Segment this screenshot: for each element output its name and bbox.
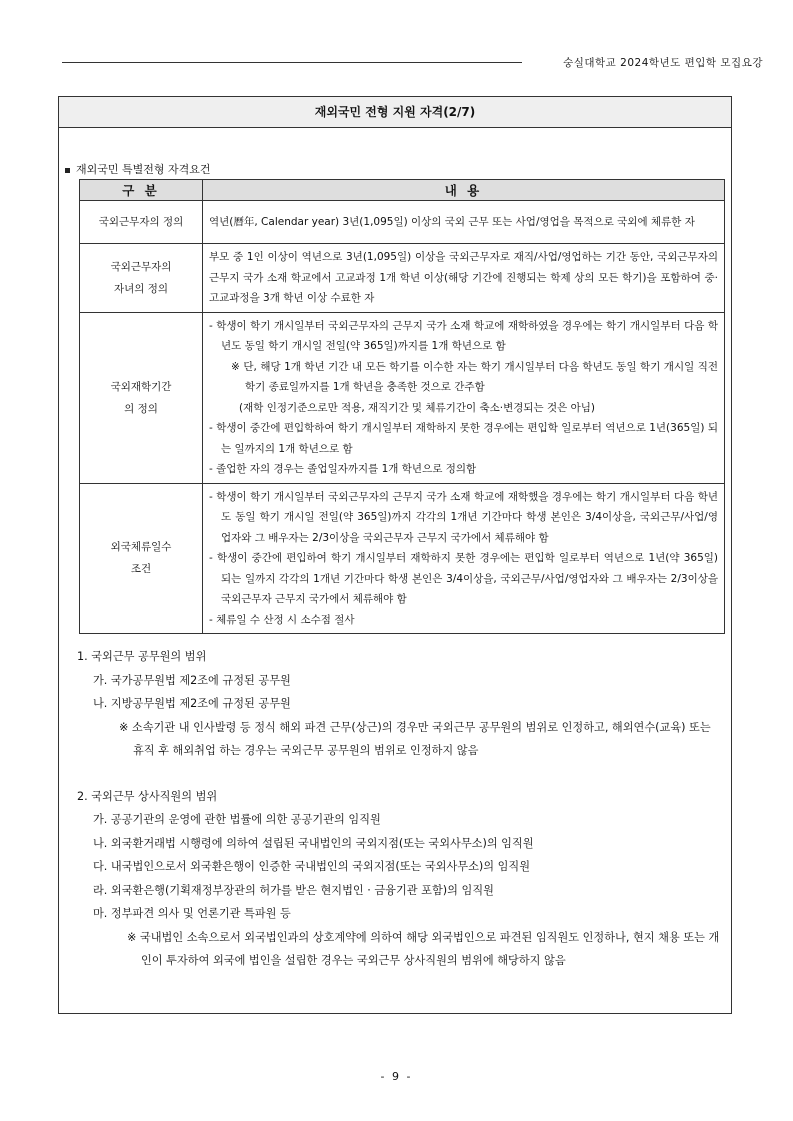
row-category: 국외근무자의 자녀의 정의 <box>80 244 203 313</box>
section-label <box>65 161 211 177</box>
document-header: 숭실대학교 2024학년도 편입학 모집요강 <box>563 57 763 69</box>
table-row <box>80 201 725 244</box>
list-item: 가. 공공기관의 운영에 관한 법률에 의한 공공기관의 임직원 <box>93 813 381 826</box>
page-number: - 9 - <box>380 1070 413 1083</box>
list-item: 나. 지방공무원법 제2조에 규정된 공무원 <box>93 697 291 710</box>
header-content: 내 용 <box>203 180 725 201</box>
row-category: 국외재학기간 의 정의 <box>80 312 203 483</box>
section-title: 2. 국외근무 상사직원의 범위 <box>77 789 218 803</box>
table-row <box>80 312 725 483</box>
row-content: - 학생이 학기 개시일부터 국외근무자의 근무지 국가 소재 학교에 재학하였을 경우에는 학기 개시일부터 다음 학년도 동일 학기 개시일 전일(약 365일)까지를 1개 학년으로 함 ※ 단, 해당 1개 학년 기간 내 모든 학기를 이수한 자는 학기 개시일부터 다음 학년도 동일 학기 개시일 직전 학기 종료일까지를 1개 학년을 충족한 것으로 간주함 (재학 인정기준으로만 적용, 재직기간 및 체류기간이 축소·변경되는 것은 아님) - 학생이 중간에 편입학하여 학기 개시일부터 재학하지 못한 경우에는 편입학 일로부터 역년으로 1년(365일) 되는 일까지의 1개 학년으로 함 - 졸업한 자의 경우는 졸업일자까지를 1개 학년으로 정의함 <box>203 312 725 483</box>
note: ※ 소속기관 내 인사발령 등 정식 해외 파견 근무(상근)의 경우만 국외근무 공무원의 범위로 인정하고, 해외연수(교육) 또는 휴직 후 해외취업 하는 경우는 국외근무 공무원의 범위로 인정하지 않음 <box>119 720 711 757</box>
note: ※ 국내법인 소속으로서 외국법인과의 상호계약에 의하여 해당 외국법인으로 파견된 임직원도 인정하나, 현지 채용 또는 개인이 투자하여 외국에 법인을 설립한 경우는 국외근무 상사직원의 범위에 해당하지 않음 <box>127 930 720 967</box>
table-row <box>80 244 725 313</box>
list-item: 가. 국가공무원법 제2조에 규정된 공무원 <box>93 673 291 687</box>
body-text <box>77 645 725 973</box>
section-title: 1. 국외근무 공무원의 범위 <box>77 650 207 663</box>
list-item: 라. 외국환은행(기획재정부장관의 허가를 받은 현지법인 · 금융기관 포함)의 임직원 <box>93 883 494 897</box>
list-item: 나. 외국환거래법 시행령에 의하여 설립된 국내법인의 국외지점(또는 국외사무소)의 임직원 <box>93 836 534 850</box>
box-title: 재외국민 전형 지원 자격(2/7) <box>59 97 731 128</box>
row-content: 역년(曆年, Calendar year) 3년(1,095일) 이상의 국외 근무 또는 사업/영업을 목적으로 국외에 체류한 자 <box>203 201 725 244</box>
list-item: 다. 내국법인으로서 외국환은행이 인증한 국내법인의 국외지점(또는 국외사무소)의 임직원 <box>93 860 531 873</box>
row-category: 외국체류일수 조건 <box>80 483 203 634</box>
square-bullet-icon <box>65 168 70 173</box>
list-item: 마. 정부파견 의사 및 언론기관 특파원 등 <box>93 907 291 920</box>
table-header-row <box>80 180 725 201</box>
section-label-text: 재외국민 특별전형 자격요건 <box>76 163 211 176</box>
header-rule <box>62 62 522 63</box>
row-content: - 학생이 학기 개시일부터 국외근무자의 근무지 국가 소재 학교에 재학했을 경우에는 학기 개시일부터 다음 학년도 동일 학기 개시일 전일(약 365일)까지 각각의 1개년 기간마다 학생 본인은 3/4이상을, 국외근무/사업/영업자와 그 배우자는 2/3이상을 국외근무자 근무지 국가에서 체류해야 함 - 학생이 중간에 편입하여 학기 개시일부터 재학하지 못한 경우에는 편입학 일로부터 역년으로 1년(약 365일) 되는 일까지 각각의 1개년 기간마다 학생 본인은 3/4이상을, 국외근무/사업/영업자와 그 배우자는 2/3이상을 국외근무자 근무지 국가에서 체류해야 함 - 체류일 수 산정 시 소수점 절사 <box>203 483 725 634</box>
table-row <box>80 483 725 634</box>
criteria-table <box>79 179 725 634</box>
row-content: 부모 중 1인 이상이 역년으로 3년(1,095일) 이상을 국외근무자로 재직/사업/영업하는 기간 동안, 국외근무자의 근무지 국가 소재 학교에서 고교과정 1개 학년 이상(해당 기간에 진행되는 학제 상의 모든 학기)을 포함하여 중·고교과정을 3개 학년 이상 수료한 자 <box>203 244 725 313</box>
content-box <box>58 96 732 1014</box>
row-category: 국외근무자의 정의 <box>80 201 203 244</box>
header-category: 구 분 <box>80 180 203 201</box>
